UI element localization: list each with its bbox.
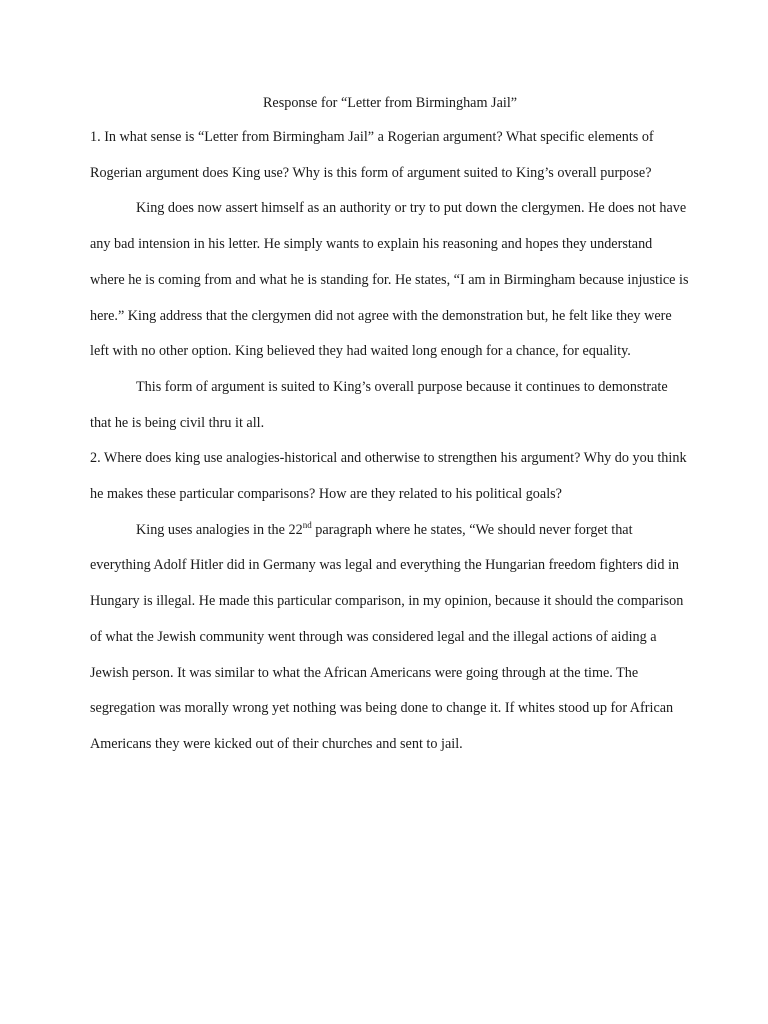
document-title: Response for “Letter from Birmingham Jail” <box>262 95 518 111</box>
document-page <box>90 88 690 763</box>
answer-2-paragraph <box>90 513 690 763</box>
answer-1-paragraph-1: King does now assert himself as an authority or try to put down the clergymen. He does not have any bad intension in his letter. He simply wants to explain his reasoning and hopes they understand where he is coming from and what he is standing for. He states, “I am in Birmingham because injustice is here.” King address that the clergymen did not agree with the demonstration but, he felt like they were left with no other option. King believed they had waited long enough for a chance, for equality. <box>90 200 689 360</box>
question-1: 1. In what sense is “Letter from Birmingham Jail” a Rogerian argument? What specific elements of Rogerian argument does King use? Why is this form of argument suited to King’s overall purpose? <box>90 129 654 181</box>
answer-1-paragraph-2: This form of argument is suited to King’s overall purpose because it continues to demonstrate that he is being civil thru it all. <box>90 378 668 431</box>
answer-2-text-start: King uses analogies in the 22 <box>136 521 303 538</box>
question-2: 2. Where does king use analogies-historical and otherwise to strengthen his argument? Why do you think he makes these particular comparisons? How are they related to his political goals? <box>90 450 687 503</box>
ordinal-superscript: nd <box>302 519 312 530</box>
answer-2-text-rest: paragraph where he states, “We should never forget that everything Adolf Hitler did in Germany was legal and everything the Hungarian freedom fighters did in Hungary is illegal. He made this particular comparison, in my opinion, because it should the comparison of what the Jewish community went through was considered legal and the illegal actions of aiding a Jewish person. It was similar to what the African Americans were going through at the time. The segregation was morally wrong yet nothing was being done to change it. If whites stood up for African Americans they were kicked out of their churches and sent to jail. <box>90 521 684 752</box>
